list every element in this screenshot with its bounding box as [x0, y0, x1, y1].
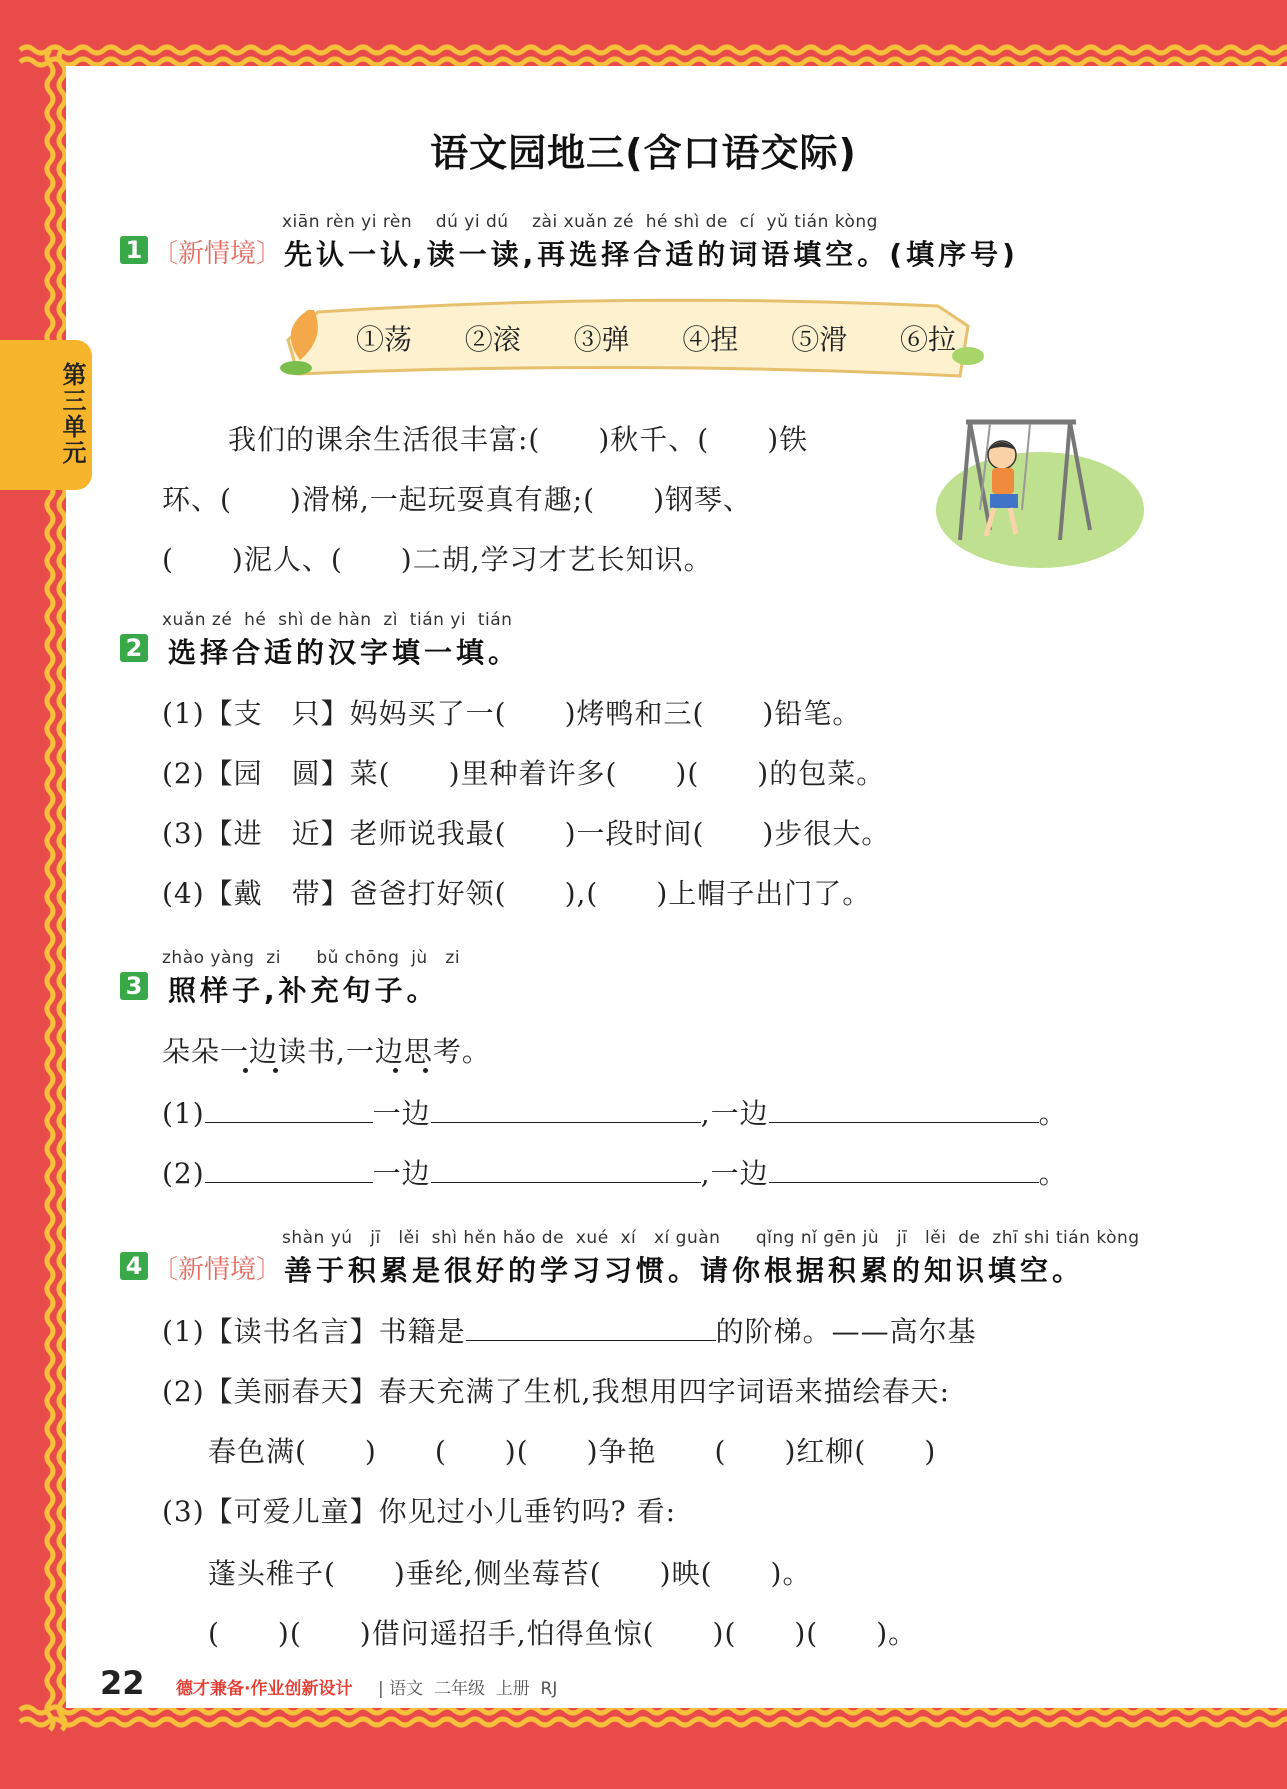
- line-text: (1)【读书名言】书籍是: [162, 1315, 466, 1348]
- answer-blank[interactable]: [769, 1094, 1039, 1123]
- q1-option: ④捏: [682, 323, 739, 356]
- q3-item-2: [162, 1152, 1068, 1192]
- q1-line-1: 我们的课余生活很丰富:( )秋千、( )铁: [228, 423, 809, 456]
- footer-brand: 德才兼备·作业创新设计: [176, 1679, 353, 1699]
- q4-number: 4: [120, 1252, 148, 1280]
- item-number: (1): [162, 1097, 205, 1130]
- q4-line-3: 春色满( ) ( )( )争艳 ( )红柳( ): [208, 1435, 937, 1468]
- item-text: ,一边: [700, 1097, 769, 1130]
- item-text: 一边: [372, 1097, 431, 1130]
- q4-line-2: (2)【美丽春天】春天充满了生机,我想用四字词语来描绘春天:: [162, 1375, 950, 1408]
- q1-option: ②滚: [464, 323, 521, 356]
- answer-blank[interactable]: [769, 1154, 1039, 1183]
- q1-line-2: 环、( )滑梯,一起玩耍真有趣;( )钢琴、: [162, 483, 753, 516]
- page-title: 语文园地三(含口语交际): [430, 131, 857, 175]
- q1-tag: 〔新情境〕: [152, 239, 283, 269]
- item-text: 一边: [372, 1157, 431, 1190]
- q1-option: ①荡: [356, 323, 413, 356]
- q2-number: 2: [120, 634, 148, 662]
- emphasis-dot: [423, 1068, 428, 1073]
- q4-pinyin: shàn yú jī lěi shì hěn hǎo de xué xí xí guàn qǐng nǐ gēn jù jī lěi de zhī shi tián kòng: [282, 1228, 1140, 1248]
- q2-line-2: (2)【园 圆】菜( )里种着许多( )( )的包菜。: [162, 757, 886, 790]
- q2-line-1: (1)【支 只】妈妈买了一( )烤鸭和三( )铅笔。: [162, 697, 862, 730]
- footer-subtitle: | 语文 二年级 上册 RJ: [378, 1679, 558, 1699]
- q1-instruction: 先认一认,读一读,再选择合适的词语填空。(填序号): [284, 238, 1019, 271]
- q3-pinyin: zhào yàng zi bǔ chōng jù zi: [162, 948, 461, 968]
- q4-line-4: (3)【可爱儿童】你见过小儿垂钓吗? 看:: [162, 1495, 677, 1528]
- q2-line-4: (4)【戴 带】爸爸打好领( ),( )上帽子出门了。: [162, 877, 872, 910]
- q4-line-1: [162, 1310, 977, 1350]
- emphasis-dot: [393, 1068, 398, 1073]
- q4-instruction: 善于积累是很好的学习习惯。请你根据积累的知识填空。: [284, 1254, 1085, 1287]
- grass-left-icon: [280, 361, 312, 375]
- q1-options: [356, 318, 956, 358]
- item-text: 。: [1038, 1157, 1068, 1190]
- unit-label: 第三单元: [58, 362, 86, 466]
- answer-blank[interactable]: [431, 1154, 701, 1183]
- q3-instruction: 照样子,补充句子。: [168, 974, 439, 1007]
- emphasis-dot: [273, 1068, 278, 1073]
- q2-line-3: (3)【进 近】老师说我最( )一段时间( )步很大。: [162, 817, 891, 850]
- q1-option: ⑥拉: [899, 323, 956, 356]
- q1-number: 1: [120, 236, 148, 264]
- answer-blank[interactable]: [466, 1312, 716, 1341]
- line-text: 的阶梯。——高尔基: [715, 1315, 977, 1348]
- q4-tag: 〔新情境〕: [152, 1255, 283, 1285]
- answer-blank[interactable]: [431, 1094, 701, 1123]
- swing-illustration: [930, 410, 1145, 580]
- q1-pinyin: xiān rèn yi rèn dú yi dú zài xuǎn zé hé shì de cí yǔ tián kòng: [282, 212, 878, 232]
- grass-right-icon: [952, 347, 984, 365]
- q2-pinyin: xuǎn zé hé shì de hàn zì tián yi tián: [162, 610, 513, 630]
- bottom-wave-border: [0, 1700, 1287, 1780]
- answer-blank[interactable]: [205, 1094, 373, 1123]
- q3-example: 朵朵一边读书,一边思考。: [162, 1035, 491, 1068]
- item-number: (2): [162, 1157, 205, 1190]
- q1-option: ③弹: [573, 323, 630, 356]
- q1-line-3: ( )泥人、( )二胡,学习才艺长知识。: [162, 543, 713, 576]
- q2-instruction: 选择合适的汉字填一填。: [168, 636, 521, 669]
- q4-line-6: ( )( )借问遥招手,怕得鱼惊( )( )( )。: [208, 1617, 918, 1650]
- q4-line-5: 蓬头稚子( )垂纶,侧坐莓苔( )映( )。: [208, 1557, 812, 1590]
- unit-side-tab: [0, 340, 92, 490]
- q3-item-1: [162, 1092, 1068, 1132]
- q3-number: 3: [120, 972, 148, 1000]
- answer-blank[interactable]: [205, 1154, 373, 1183]
- item-text: ,一边: [700, 1157, 769, 1190]
- emphasis-dot: [243, 1068, 248, 1073]
- page-number: 22: [100, 1664, 145, 1702]
- q1-option: ⑤滑: [791, 323, 848, 356]
- item-text: 。: [1038, 1097, 1068, 1130]
